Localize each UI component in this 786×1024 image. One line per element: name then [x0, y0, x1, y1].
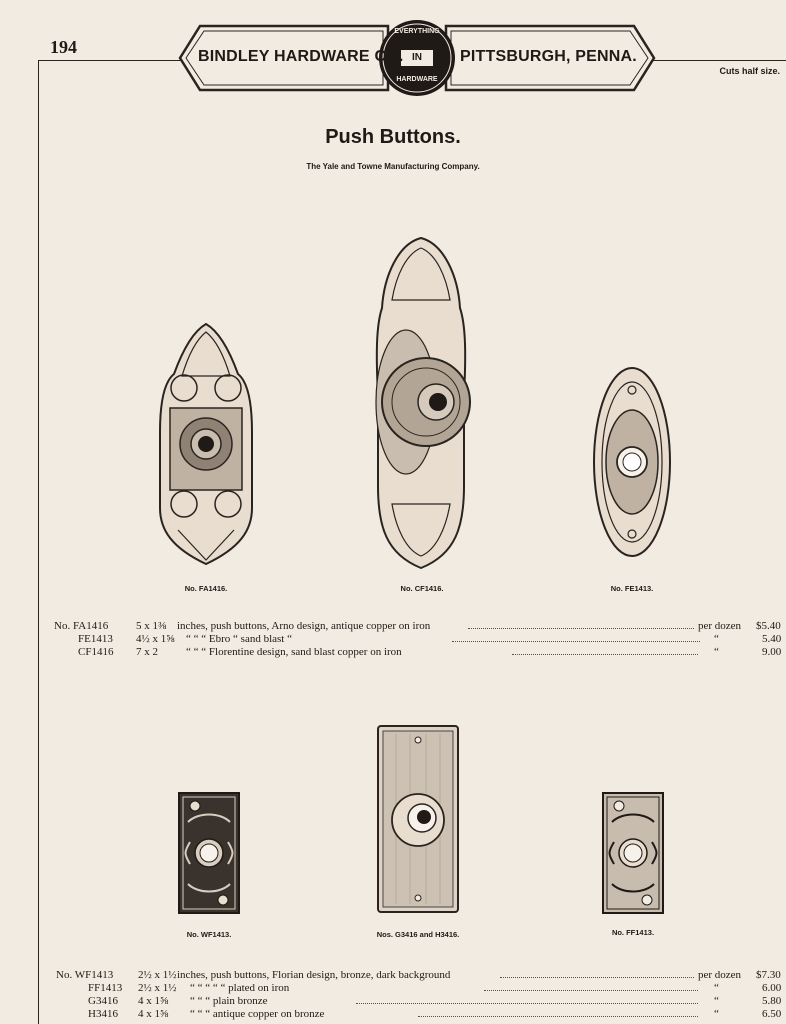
- price-table-1: [0, 620, 786, 660]
- table-row: [0, 1008, 786, 1020]
- item-number: CF1416: [78, 646, 114, 658]
- item-number: No. WF1413: [56, 969, 114, 981]
- seal-bottom-text: HARDWARE: [396, 76, 438, 83]
- leader-dots: [418, 1008, 698, 1017]
- item-number: FF1413: [88, 982, 123, 994]
- push-button-g3416-h3416-illustration: [376, 724, 460, 914]
- leader-dots: [484, 982, 698, 991]
- page-number: 194: [50, 37, 77, 57]
- item-unit: per dozen: [698, 969, 742, 981]
- push-button-fa1416-illustration: [158, 322, 254, 566]
- table-row: [0, 995, 786, 1007]
- item-number: G3416: [88, 995, 118, 1007]
- item-size: 7 x 2: [136, 646, 158, 658]
- item-unit: “: [714, 982, 719, 994]
- item-description: “ “ “ Ebro “ sand blast “: [186, 633, 292, 645]
- table-row: [0, 620, 786, 632]
- item-price: 5.80: [762, 995, 782, 1007]
- table-row: [0, 982, 786, 994]
- company-name: BINDLEY HARDWARE CO.: [198, 48, 404, 65]
- seal-top-text: EVERYTHING: [394, 28, 440, 35]
- item-number: H3416: [88, 1008, 118, 1020]
- item-size: 4 x 1⅝: [138, 995, 169, 1007]
- push-button-fe1413-illustration: [592, 364, 672, 560]
- item-description: “ “ “ Florentine design, sand blast copper on iron: [186, 646, 402, 658]
- company-city: PITTSBURGH, PENNA.: [460, 48, 637, 65]
- leader-dots: [356, 995, 698, 1004]
- table-row: [0, 646, 786, 658]
- item-size: 4½ x 1⅝: [136, 633, 175, 645]
- item-unit: “: [714, 995, 719, 1007]
- price-table-2: [0, 969, 786, 1024]
- item-number: No. FA1416: [54, 620, 109, 632]
- item-price: 5.40: [762, 633, 782, 645]
- item-description: inches, push buttons, Arno design, antique copper on iron: [177, 620, 431, 632]
- push-button-ff1413-illustration: [602, 792, 664, 914]
- item-number: FE1413: [78, 633, 113, 645]
- scale-note: Cuts half size.: [719, 66, 780, 76]
- caption-fe1413: No. FE1413.: [610, 584, 654, 593]
- item-unit: “: [714, 646, 719, 658]
- item-description: “ “ “ antique copper on bronze: [190, 1008, 325, 1020]
- item-price: 6.00: [762, 982, 782, 994]
- page-title: Push Buttons.: [325, 126, 461, 148]
- item-size: 5 x 1⅜: [136, 620, 167, 632]
- item-unit: “: [714, 633, 719, 645]
- item-price: $7.30: [756, 969, 781, 981]
- item-size: 4 x 1⅝: [138, 1008, 169, 1020]
- item-description: “ “ “ plain bronze: [190, 995, 268, 1007]
- item-price: $5.40: [756, 620, 781, 632]
- item-description: “ “ “ “ “ plated on iron: [190, 982, 290, 994]
- company-banner: [178, 18, 656, 98]
- table-row: [0, 969, 786, 981]
- push-button-cf1416-illustration: [366, 236, 476, 570]
- item-unit: “: [714, 1008, 719, 1020]
- item-size: 2½ x 1½: [138, 969, 177, 981]
- seal-middle-text: IN: [412, 52, 422, 63]
- leader-dots: [468, 620, 694, 629]
- caption-fa1416: No. FA1416.: [184, 584, 228, 593]
- leader-dots: [512, 646, 698, 655]
- caption-ff1413: No. FF1413.: [611, 928, 655, 937]
- leader-dots: [500, 969, 694, 978]
- caption-wf1413: No. WF1413.: [186, 930, 232, 939]
- page-subtitle: The Yale and Towne Manufacturing Company.: [306, 162, 480, 171]
- left-rule: [38, 60, 39, 1024]
- leader-dots: [452, 633, 700, 642]
- table-row: [0, 633, 786, 645]
- item-description: inches, push buttons, Florian design, bronze, dark background: [177, 969, 451, 981]
- item-price: 6.50: [762, 1008, 782, 1020]
- item-unit: per dozen: [698, 620, 742, 632]
- caption-cf1416: No. CF1416.: [400, 584, 444, 593]
- item-price: 9.00: [762, 646, 782, 658]
- push-button-wf1413-illustration: [178, 792, 240, 914]
- item-size: 2½ x 1½: [138, 982, 177, 994]
- caption-g3416-h3416: Nos. G3416 and H3416.: [376, 930, 460, 939]
